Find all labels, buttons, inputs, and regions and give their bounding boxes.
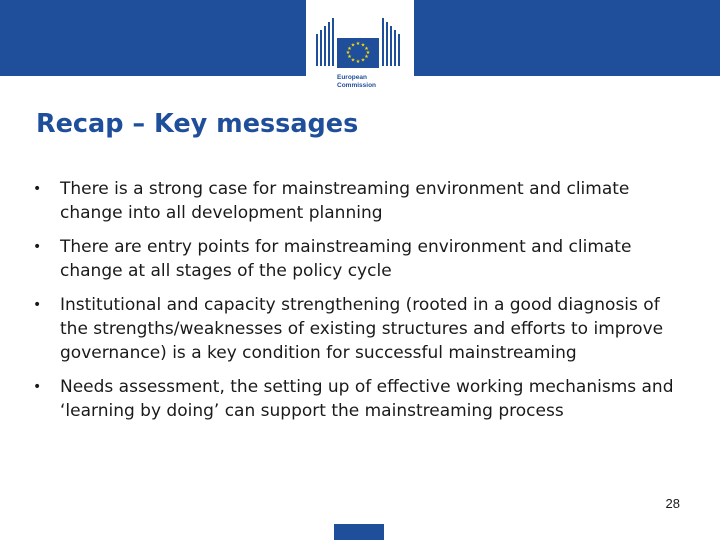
svg-text:★: ★	[360, 42, 366, 49]
european-commission-building-icon	[306, 0, 414, 76]
svg-text:★: ★	[365, 50, 371, 56]
bullet-item	[30, 235, 690, 283]
bullet-dot-icon: •	[33, 297, 42, 313]
logo-line-european: European	[337, 74, 367, 81]
svg-text:★: ★	[345, 50, 351, 56]
bullet-text: Needs assessment, the setting up of effective working mechanisms and ‘learning by doing’ can support the mainstreaming process	[60, 377, 674, 421]
bullet-item	[30, 375, 690, 423]
page-number: 28	[665, 496, 680, 511]
svg-text:★: ★	[364, 46, 369, 52]
european-commission-logo	[306, 0, 414, 100]
logo-text	[337, 74, 376, 89]
svg-text:★: ★	[355, 41, 361, 47]
svg-text:★: ★	[350, 42, 356, 49]
footer-bar	[334, 524, 384, 540]
bullet-item	[30, 293, 690, 365]
bullet-text: Institutional and capacity strengthening (rooted in a good diagnosis of the strengths/weaknesses of existing structures and efforts to improve governance) is a key condition for successful mainstreaming	[60, 295, 664, 363]
key-messages-list	[30, 177, 690, 433]
svg-text:★: ★	[364, 54, 369, 60]
bullet-text: There is a strong case for mainstreaming environment and climate change into all development planning	[60, 179, 630, 223]
bullet-text: There are entry points for mainstreaming environment and climate change at all stages of the policy cycle	[60, 237, 632, 281]
svg-text:★: ★	[355, 59, 361, 65]
bullet-dot-icon: •	[33, 239, 42, 255]
bullet-dot-icon: •	[33, 181, 42, 197]
svg-text:★: ★	[350, 57, 356, 64]
svg-text:★: ★	[360, 57, 366, 64]
bullet-dot-icon: •	[33, 379, 42, 395]
slide-title: Recap – Key messages	[36, 109, 359, 139]
logo-line-commission: Commission	[337, 81, 377, 89]
svg-text:★: ★	[347, 46, 352, 52]
svg-text:★: ★	[347, 54, 352, 60]
bullet-item	[30, 177, 690, 225]
